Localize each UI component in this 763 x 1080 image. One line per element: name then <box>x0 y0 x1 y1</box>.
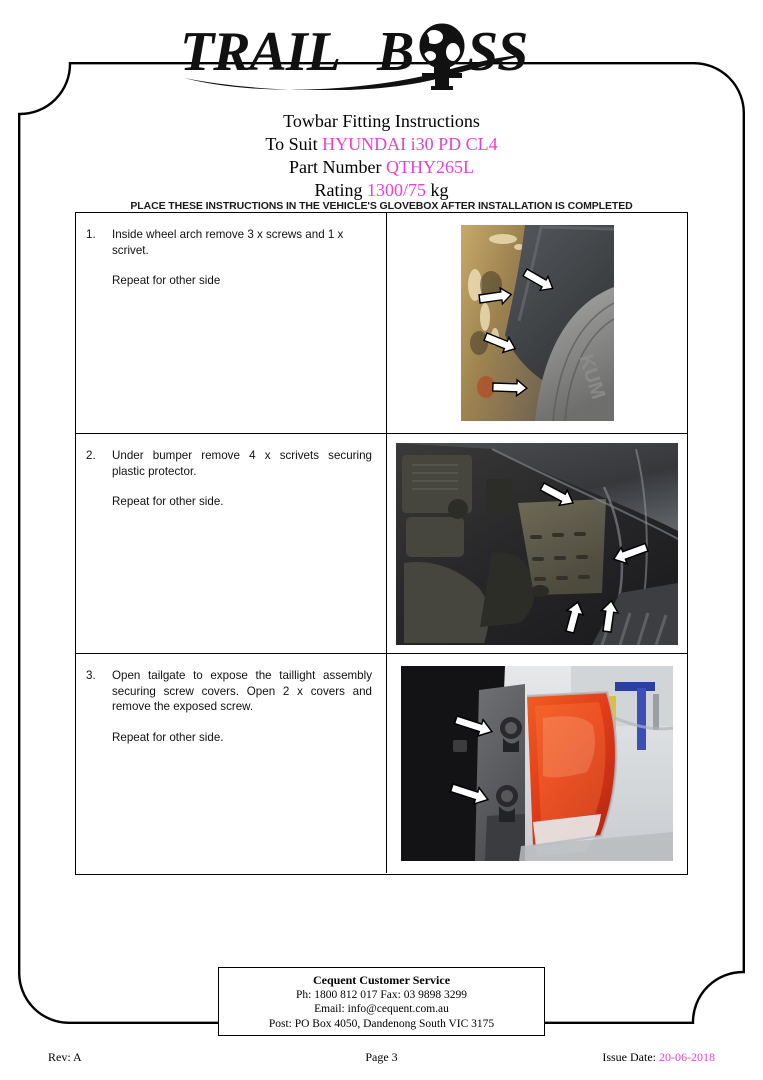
issue-date-label: Issue Date: <box>602 1050 659 1064</box>
page-title: Towbar Fitting Instructions <box>283 111 480 131</box>
table-row <box>76 213 687 434</box>
contact-email: Email: info@cequent.com.au <box>314 1003 449 1015</box>
document-header <box>0 110 763 202</box>
rating-value: 1300/75 <box>366 180 426 200</box>
part-number-label: Part Number <box>289 157 386 177</box>
step-number-2: 2. <box>86 449 96 462</box>
step-text-cell-3 <box>76 654 387 873</box>
svg-text:KUM: KUM <box>573 351 609 402</box>
revision-label: Rev: A <box>48 1050 82 1064</box>
taillight-photo <box>401 666 673 861</box>
contact-title: Cequent Customer Service <box>312 973 451 987</box>
contact-phone: Ph: 1800 812 017 Fax: 03 9898 3299 <box>296 988 467 1001</box>
step-image-cell-1 <box>387 213 687 433</box>
step-instruction-3: Open tailgate to expose the taillight assembly securing screw covers. Open 2 x covers and remove the exposed screw. <box>112 669 372 713</box>
step-number-1: 1. <box>86 228 96 241</box>
part-number-value: QTHY265L <box>385 157 474 177</box>
step-instruction-2: Under bumper remove 4 x scrivets securing plastic protector. <box>112 449 372 478</box>
under-bumper-photo <box>396 443 678 645</box>
trailboss-logo <box>0 22 763 92</box>
page-number: Page 3 <box>365 1050 398 1064</box>
rating-line <box>0 179 763 202</box>
wheel-arch-photo <box>461 225 614 421</box>
step-text-cell-2 <box>76 434 387 653</box>
page-footer <box>0 1050 763 1070</box>
svg-text:B: B <box>376 22 413 83</box>
trailboss-wordmark-icon <box>172 22 592 90</box>
svg-text:TRAIL: TRAIL <box>179 22 340 83</box>
issue-date-value: 20-06-2018 <box>659 1050 715 1064</box>
rating-unit: kg <box>426 180 449 200</box>
rating-label: Rating <box>314 180 367 200</box>
wheel-arch-photo-graphic <box>461 225 614 421</box>
vehicle-label: To Suit <box>265 134 323 154</box>
table-row <box>76 654 687 873</box>
step-image-cell-2 <box>387 434 687 653</box>
vehicle-line <box>0 133 763 156</box>
svg-text:SS: SS <box>466 22 527 83</box>
contact-post: Post: PO Box 4050, Dandenong South VIC 3175 <box>268 1017 495 1030</box>
step-repeat-3: Repeat for other side. <box>112 730 224 744</box>
taillight-photo-graphic <box>401 666 673 861</box>
step-image-cell-3 <box>387 654 687 873</box>
customer-service-box <box>218 967 545 1036</box>
under-bumper-photo-graphic <box>396 443 678 645</box>
step-number-3: 3. <box>86 669 96 682</box>
table-row <box>76 434 687 654</box>
issue-date <box>602 1050 715 1065</box>
step-instruction-1: Inside wheel arch remove 3 x screws and 1 x scrivet. <box>112 228 344 257</box>
part-number-line <box>0 156 763 179</box>
vehicle-value: HYUNDAI i30 PD CL4 <box>322 134 498 154</box>
step-repeat-1: Repeat for other side <box>112 274 221 287</box>
step-text-cell-1 <box>76 213 387 433</box>
glovebox-notice: PLACE THESE INSTRUCTIONS IN THE VEHICLE'S GLOVEBOX AFTER INSTALLATION IS COMPLETED <box>130 200 633 212</box>
instructions-table <box>75 212 688 875</box>
step-repeat-2: Repeat for other side. <box>112 495 224 508</box>
